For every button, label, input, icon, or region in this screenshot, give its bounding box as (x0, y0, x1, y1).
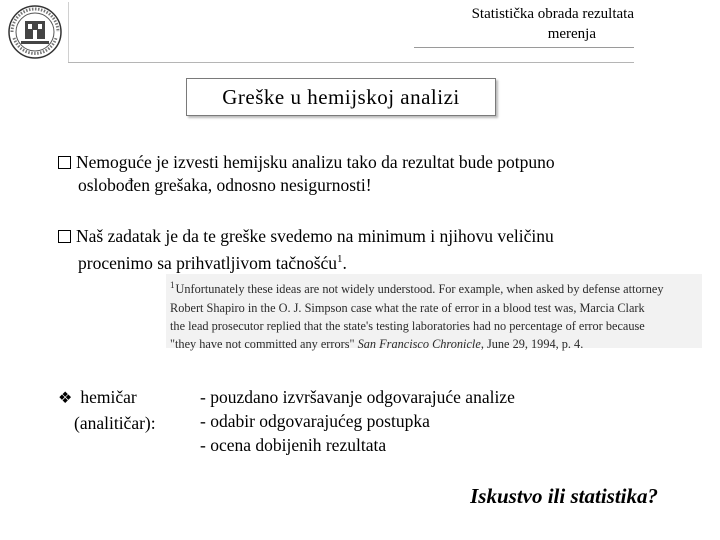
footnote-quote-box (166, 274, 702, 352)
duty-item: - pouzdano izvršavanje odgovarajuće analize (200, 387, 515, 407)
conclusion-question: Iskustvo ili statistika? (470, 484, 658, 508)
hollow-square-bullet-icon (58, 156, 71, 169)
quote-line-4: "they have not committed any errors" San Francisco Chronicle, June 29, 1994, p. 4. (170, 337, 584, 352)
quote-line-1: $^1$Unfortunately these ideas are not widely understood. For example, when asked by defense attorney (170, 280, 664, 297)
header-line-2: merenja (547, 26, 596, 42)
hollow-square-bullet-icon (58, 230, 71, 243)
footnote-ref: 1 (337, 253, 343, 265)
bullet-2-line-1: Naš zadatak je da te greške svedemo na minimum i njihovu veličinu (76, 226, 554, 246)
header-vertical-rule (68, 2, 69, 62)
role-label (58, 385, 156, 435)
role-alt: (analitičar): (74, 413, 156, 433)
header-line-1: Statistička obrada rezultata (471, 6, 634, 22)
quote-footnote-number: 1 (170, 280, 175, 290)
duties-list (200, 385, 515, 457)
bullet-1-line-1: Nemoguće je izvesti hemijsku analizu tako da rezultat bude potpuno (76, 152, 555, 172)
bullet-2-line-2-text: procenimo sa prihvatljivom tačnošću (78, 252, 338, 273)
slide-header (414, 4, 634, 48)
role-name: hemičar (80, 387, 137, 407)
bullet-item-2 (58, 225, 554, 275)
university-seal-logo (6, 4, 64, 60)
bullet-item-1 (58, 151, 555, 197)
duty-item: - odabir odgovarajućeg postupka (200, 411, 430, 431)
header-horizontal-rule (68, 62, 634, 63)
bullet-2-line-2-end: . (342, 252, 347, 273)
quote-line-2: Robert Shapiro in the O. J. Simpson case what the rate of error in a blood test was, Marcia Clark (170, 300, 645, 315)
bullet-1-line-2: oslobođen grešaka, odnosno nesigurnosti! (78, 175, 372, 195)
diamond-bullet-icon: ❖ (58, 390, 73, 407)
duty-item: - ocena dobijenih rezultata (200, 435, 387, 455)
bullet-2-line-2 (58, 248, 554, 275)
slide-title: Greške u hemijskoj analizi (186, 78, 496, 116)
quote-source: San Francisco Chronicle (357, 337, 481, 352)
quote-line-3: the lead prosecutor replied that the state's testing laboratories had no percentage of error because (170, 318, 645, 333)
